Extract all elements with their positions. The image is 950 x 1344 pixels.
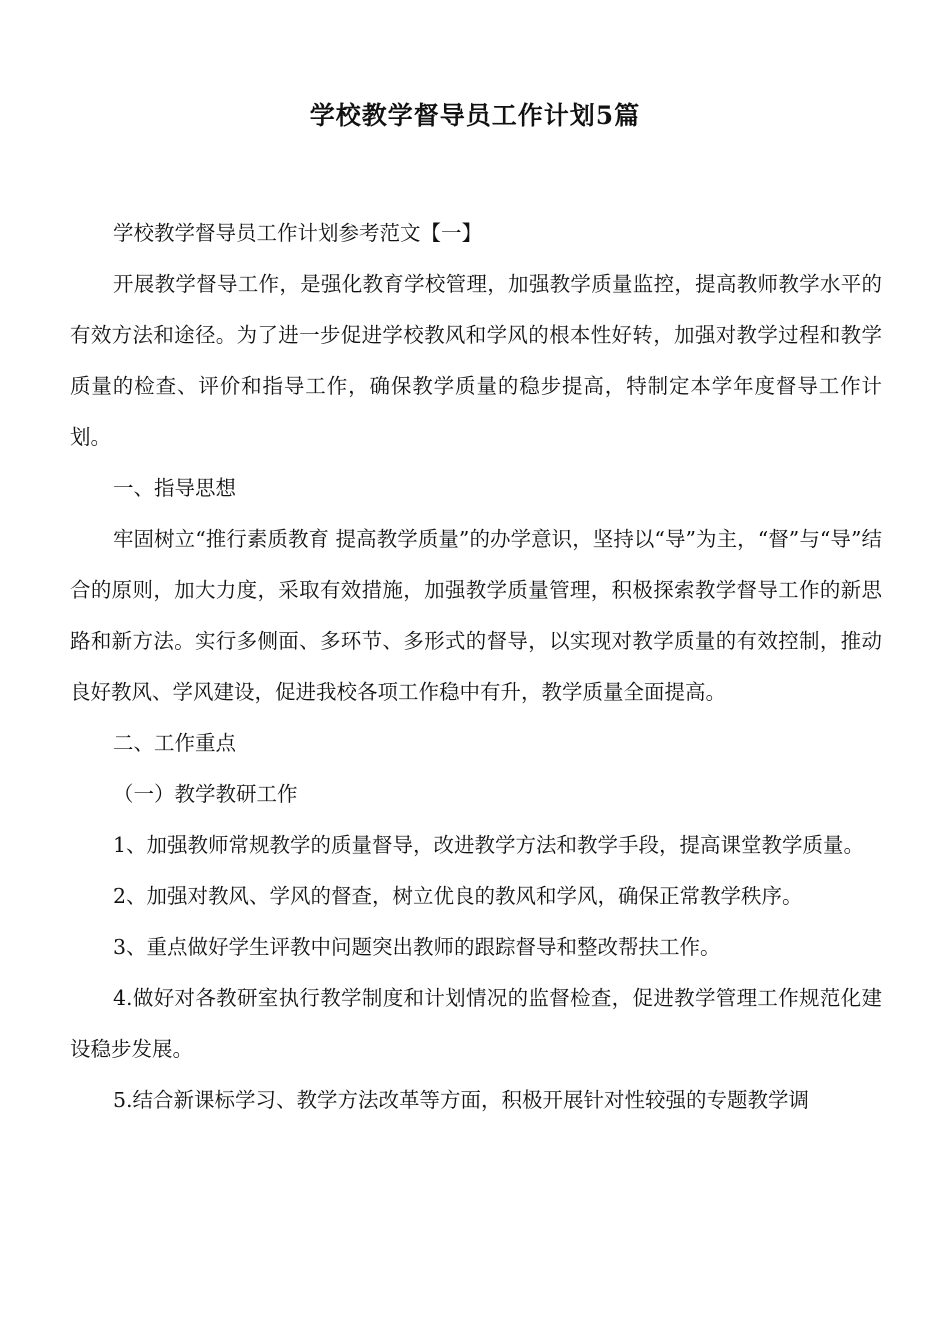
heading-guiding-thought: 一、指导思想 xyxy=(113,476,236,500)
guiding-thought-paragraph: 牢固树立“推行素质教育 提高教学质量”的办学意识，坚持以“导”为主，“督”与“导”结合的原则，加大力度，采取有效措施，加强教学质量管理，积极探索教学督导工作的新思路和新方法。实行多侧面、多环节、多形式的督导，以实现对教学质量的有效控制，推动良好教风、学风建设，促进我校各项工作稳中有升，教学质量全面提高。 xyxy=(70,527,882,704)
document-body xyxy=(70,208,882,1126)
list-item-5: 5.结合新课标学习、教学方法改革等方面，积极开展针对性较强的专题教学调 xyxy=(113,1088,810,1112)
list-item-4: 4.做好对各教研室执行教学制度和计划情况的监督检查，促进教学管理工作规范化建设稳步发展。 xyxy=(70,986,882,1061)
section-heading-sample-one: 学校教学督导员工作计划参考范文【一】 xyxy=(113,221,482,245)
list-item-1: 1、加强教师常规教学的质量督导，改进教学方法和教学手段，提高课堂教学质量。 xyxy=(113,833,865,857)
list-item-3: 3、重点做好学生评教中问题突出教师的跟踪督导和整改帮扶工作。 xyxy=(113,935,721,959)
list-item-2: 2、加强对教风、学风的督查，树立优良的教风和学风，确保正常教学秩序。 xyxy=(113,884,803,908)
intro-paragraph: 开展教学督导工作，是强化教育学校管理，加强教学质量监控，提高教师教学水平的有效方法和途径。为了进一步促进学校教风和学风的根本性好转，加强对教学过程和教学质量的检查、评价和指导工作，确保教学质量的稳步提高，特制定本学年度督导工作计划。 xyxy=(70,272,882,449)
heading-work-focus: 二、工作重点 xyxy=(113,731,236,755)
document-title: 学校教学督导员工作计划5篇 xyxy=(309,101,641,130)
subheading-teaching-research: （一）教学教研工作 xyxy=(113,782,298,806)
